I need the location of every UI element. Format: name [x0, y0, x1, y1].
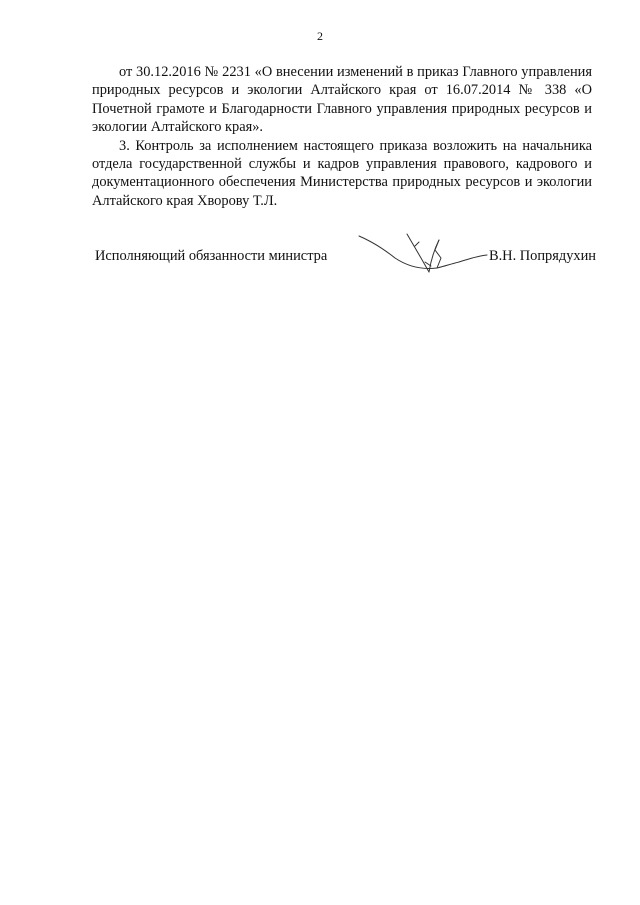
page-number: 2: [317, 29, 323, 43]
document-body: [92, 63, 592, 210]
signatory-title: Исполняющий обязанности министра: [95, 248, 328, 264]
paragraph-item-3: 3. Контроль за исполнением настоящего приказа возложить на начальника отдела государственной службы и кадров управления правового, кадрового и документационного обеспечения Министерства природных ресурсов и экологии Алтайского края Хворову Т.Л.: [92, 137, 592, 209]
handwritten-signature: [355, 228, 495, 278]
paragraph-continuation: от 30.12.2016 № 2231 «О внесении изменений в приказ Главного управления природных ресурсов и экологии Алтайского края от 16.07.2014 № 338 «О Почетной грамоте и Благодарности Главного управления природных ресурсов и экологии Алтайского края».: [92, 64, 592, 136]
signatory-name: В.Н. Попрядухин: [488, 248, 596, 264]
